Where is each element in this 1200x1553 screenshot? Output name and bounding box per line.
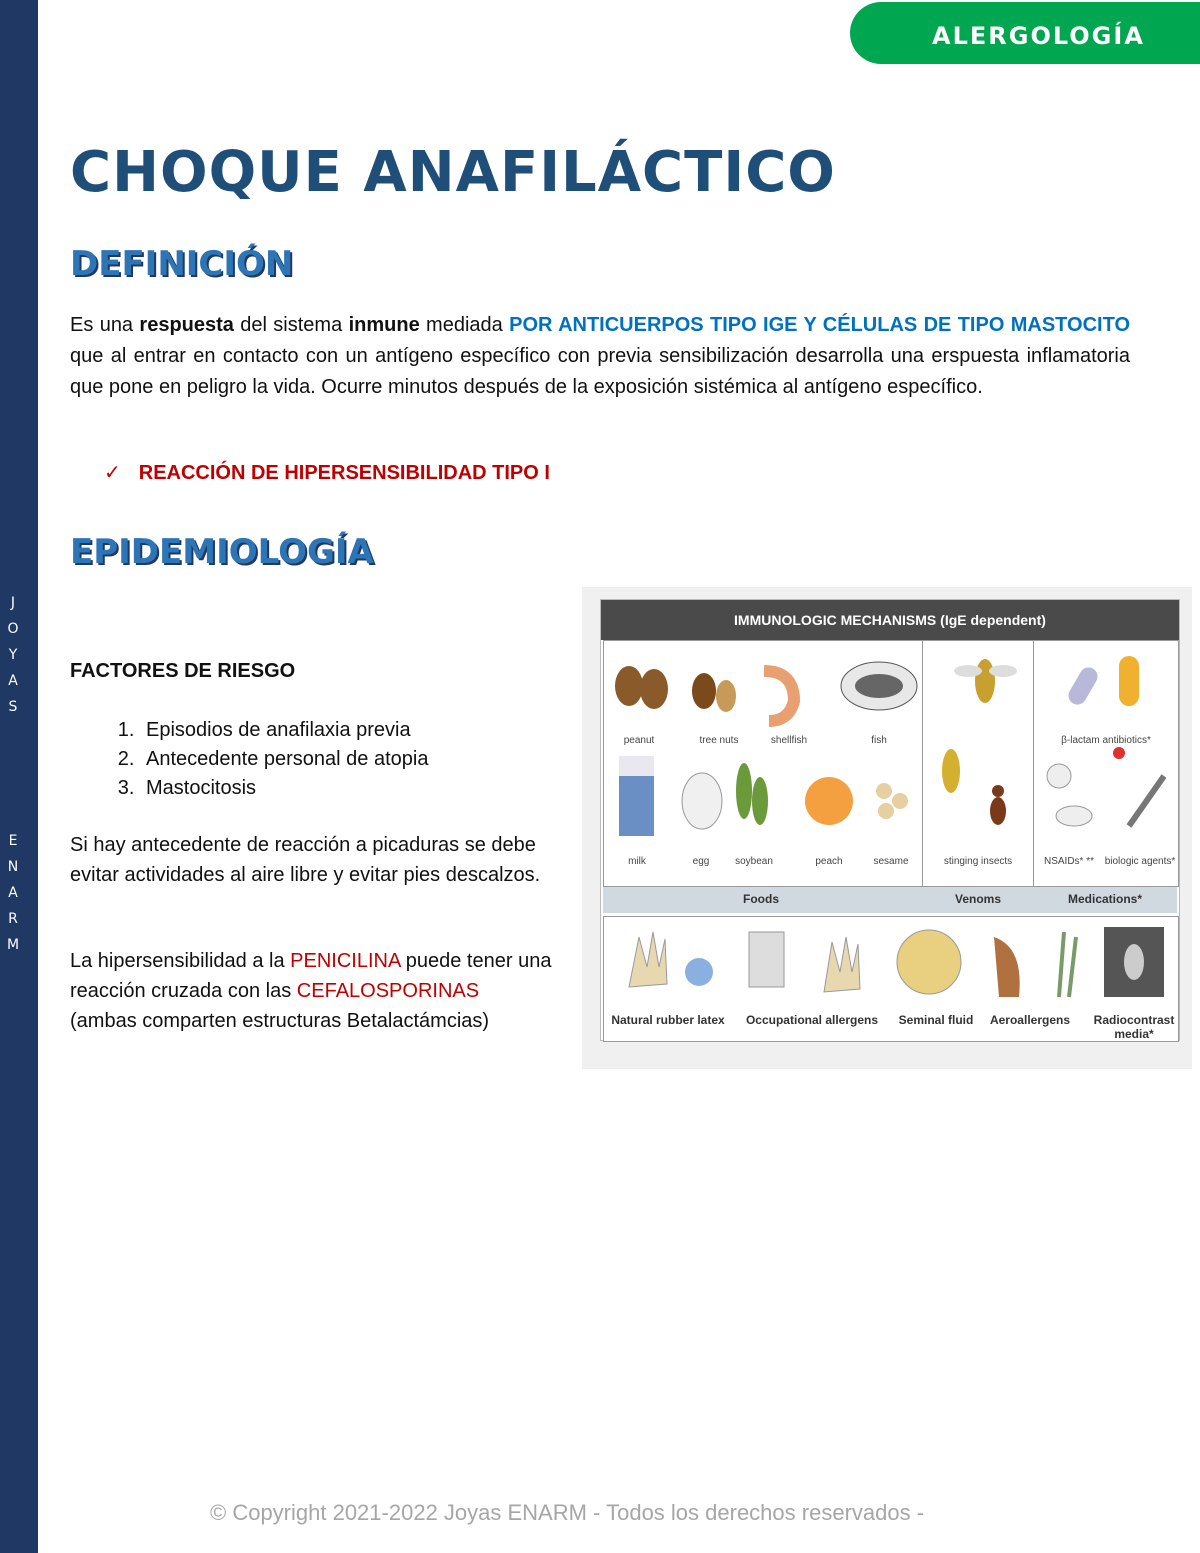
other-allergens-illustrations (604, 917, 1178, 1012)
medications-panel: β-lactam antibiotics* NSAIDs* ** biologic agents* (1033, 640, 1179, 887)
medications-illustration (1034, 641, 1178, 886)
definicion-heading: DEFINICIÓN (70, 244, 294, 284)
list-item: 1. Episodios de anafilaxia previa (140, 716, 428, 745)
foods-illustrations (604, 641, 922, 886)
page-title: CHOQUE ANAFILÁCTICO (70, 140, 836, 205)
sidebar-letters-enarm: E N A R M (6, 833, 20, 953)
section-tag (850, 2, 1200, 64)
penicilina-paragraph: La hipersensibilidad a la PENICILINA puede tener una reacción cruzada con las CEFALOSPORINAS (ambas comparten estructuras Betalactámcias) (70, 950, 552, 1032)
footer-copyright: © Copyright 2021-2022 Joyas ENARM - Todos los derechos reservados - (210, 1500, 925, 1525)
foods-panel: peanut tree nuts shellfish fish milk egg soybean peach sesame (603, 640, 923, 887)
venoms-panel: stinging insects (922, 640, 1034, 887)
other-allergens-panel: Natural rubber latex Occupational allergens Seminal fluid Aeroallergens Radiocontrast media* (603, 916, 1179, 1042)
insects-illustration (923, 641, 1033, 886)
left-sidebar (0, 0, 38, 1553)
hipersensibilidad-checkitem: ✓ REACCIÓN DE HIPERSENSIBILIDAD TIPO I (104, 462, 550, 484)
factores-title: FACTORES DE RIESGO (70, 660, 296, 682)
sidebar-letters-joyas: J O Y A S (7, 595, 19, 715)
figure-header: IMMUNOLOGIC MECHANISMS (IgE dependent) (601, 600, 1179, 640)
picaduras-paragraph: Si hay antecedente de reacción a picaduras se debe evitar actividades al aire libre y evitar pies descalzos. (70, 834, 541, 886)
immunologic-mechanisms-figure (582, 587, 1192, 1069)
check-icon: ✓ (104, 462, 121, 484)
epidemiologia-heading: EPIDEMIOLOGÍA (70, 532, 374, 572)
category-bar: Foods Venoms Medications* (603, 887, 1177, 913)
list-item: 3. Mastocitosis (140, 774, 428, 803)
factores-list (70, 716, 428, 803)
list-item: 2. Antecedente personal de atopia (140, 745, 428, 774)
definicion-paragraph: Es una respuesta del sistema inmune mediada POR ANTICUERPOS TIPO IGE Y CÉLULAS DE TIPO MASTOCITO que al entrar en contacto con un antígeno específico con previa sensibilización desarrolla una erspuesta inflamatoria que pone en peligro la vida. Ocurre minutos después de la exposición sistémica al antígeno específico. (70, 314, 1130, 398)
section-tag-label: ALERGOLOGÍA (932, 22, 1145, 50)
